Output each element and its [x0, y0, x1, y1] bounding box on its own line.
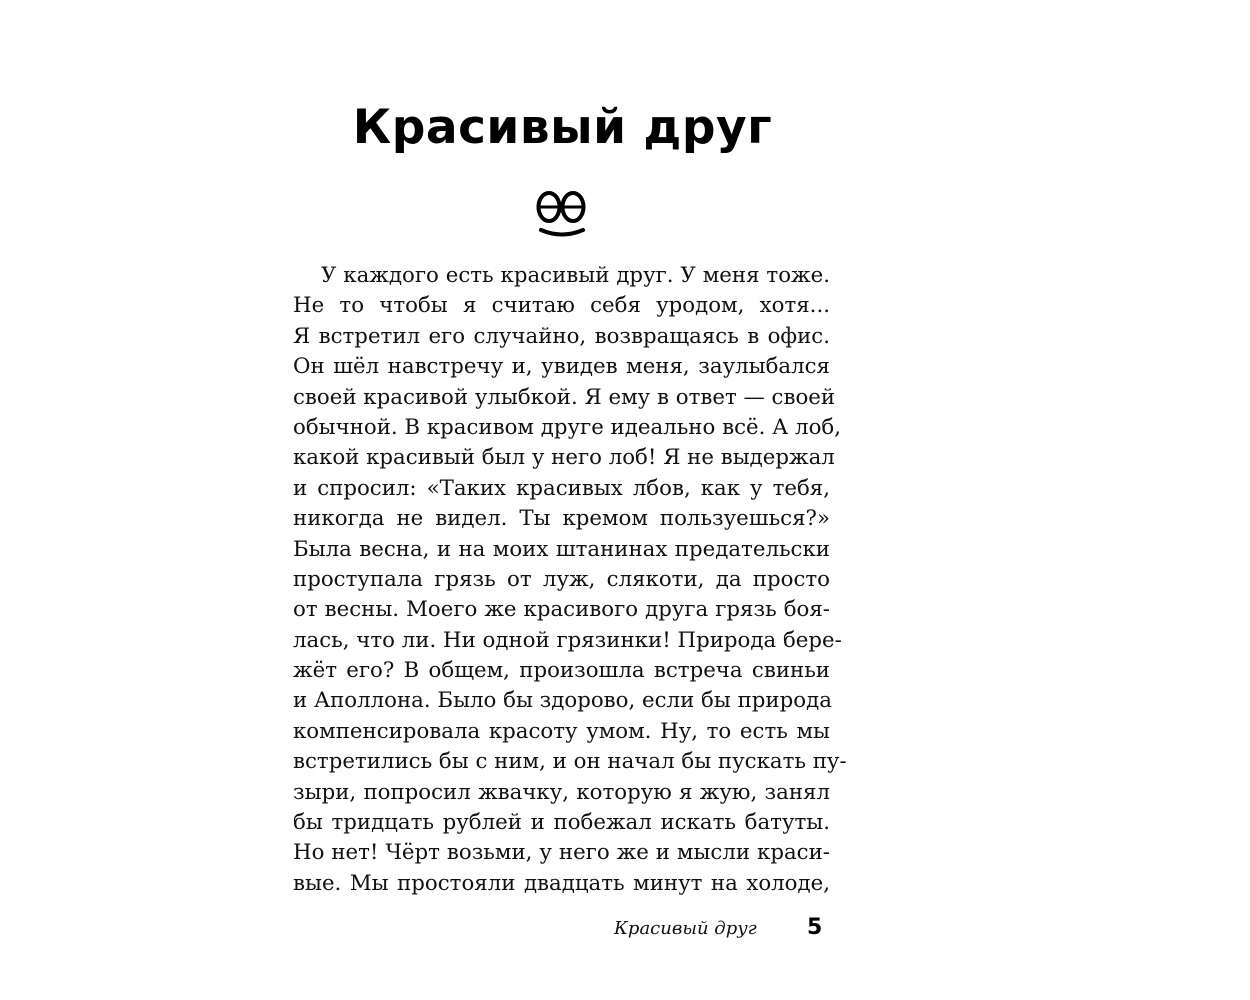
text-line: лась, что ли. Ни одной грязинки! Природа бере-	[293, 627, 842, 653]
text-line: Но нет! Чёрт возьми, у него же и мысли краси-	[293, 840, 830, 866]
text-line: Я встретил его случайно, возвращаясь в офис.	[293, 323, 830, 349]
text-line: бы тридцать рублей и побежал искать батуты.	[293, 810, 830, 836]
text-line: какой красивый был у него лоб! Я не выдержал	[293, 445, 835, 471]
text-line: У каждого есть красивый друг. У меня тоже.	[321, 263, 830, 288]
text-line: компенсировала красоту умом. Ну, то есть мы	[293, 718, 830, 744]
running-footer-title: Красивый друг	[614, 918, 757, 939]
text-line: Он шёл навстречу и, увидев меня, заулыбался	[293, 354, 830, 380]
text-line: своей красивой улыбкой. Я ему в ответ — своей	[293, 384, 836, 410]
text-line: вые. Мы простояли двадцать минут на холоде,	[293, 870, 830, 896]
text-line: зыри, попросил жвачку, которую я жую, занял	[293, 779, 830, 805]
text-line: встретились бы с ним, и он начал бы пускать пу-	[293, 749, 847, 775]
smiley-face-icon	[534, 186, 590, 238]
text-line: и Аполлона. Было бы здорово, если бы природа	[293, 688, 832, 714]
text-line: обычной. В красивом друге идеально всё. А лоб,	[293, 414, 841, 440]
text-line: жёт его? В общем, произошла встреча свиньи	[293, 658, 830, 684]
text-line: никогда не видел. Ты кремом пользуешься?»	[293, 506, 830, 532]
chapter-title: Красивый друг	[352, 100, 773, 155]
text-line: проступала грязь от луж, слякоти, да просто	[293, 566, 830, 592]
page-number: 5	[807, 915, 823, 940]
story-text	[293, 261, 847, 899]
text-line: и спросил: «Таких красивых лбов, как у тебя,	[293, 475, 830, 501]
text-line: Не то чтобы я считаю себя уродом, хотя...	[293, 293, 830, 319]
mouth	[541, 230, 583, 235]
text-line: от весны. Моего же красивого друга грязь боя-	[293, 597, 830, 623]
text-line: Была весна, и на моих штанинах предательски	[293, 536, 830, 562]
